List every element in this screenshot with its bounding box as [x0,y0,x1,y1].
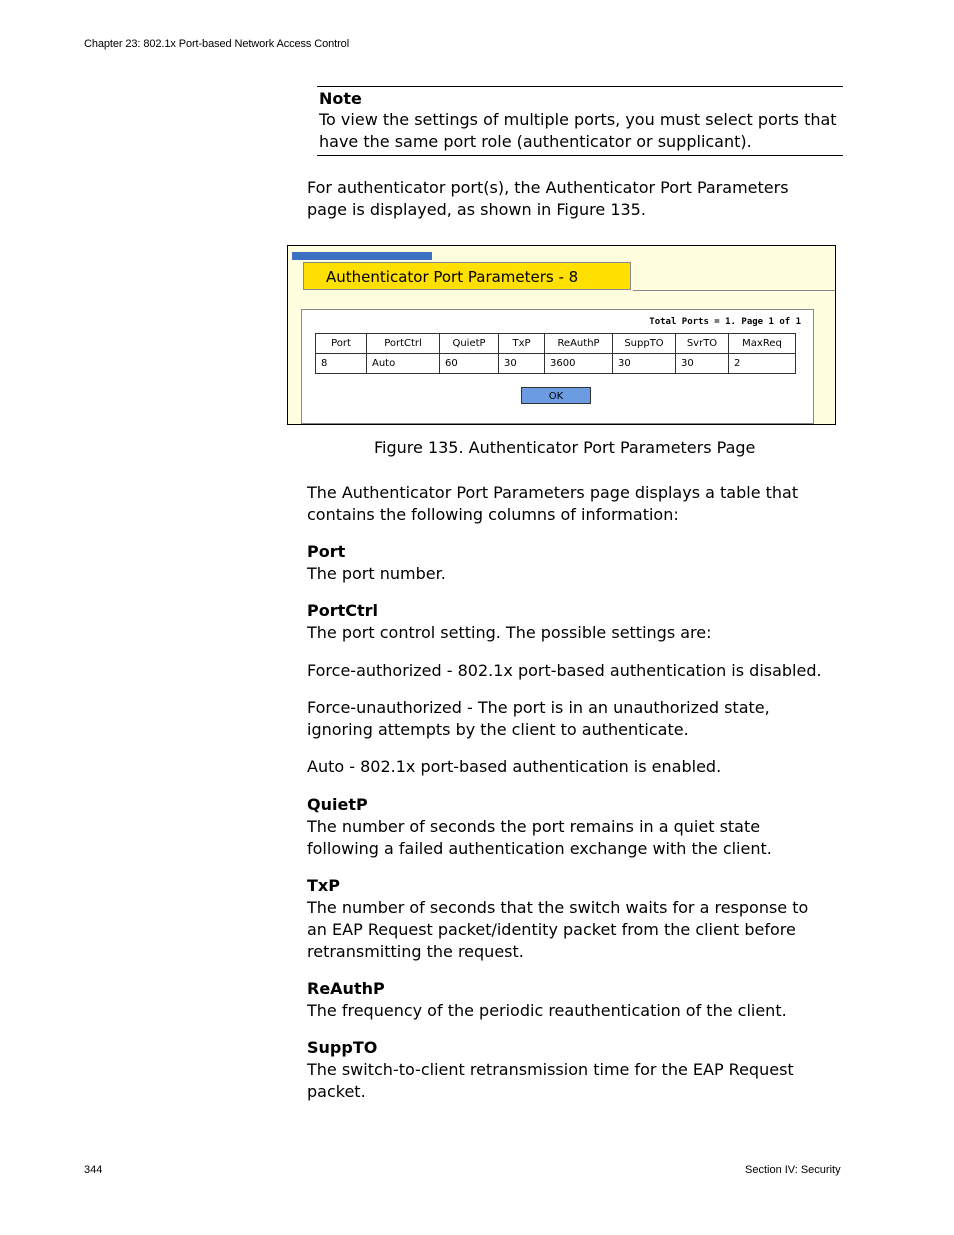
term-suppto: SuppTO [307,1038,378,1057]
cell-portctrl: Auto [367,354,440,374]
figure-total-ports: Total Ports = 1. Page 1 of 1 [649,317,801,327]
table-row [316,354,796,374]
cell-svrto: 30 [676,354,729,374]
figure-tab-bar [292,252,432,260]
cell-port: 8 [316,354,367,374]
desc-force-unauthorized: Force-unauthorized - The port is in an unauthorized state, ignoring attempts by the client to authenticate. [307,698,770,739]
desc-reauthp: The frequency of the periodic reauthentication of the client. [307,1001,787,1020]
cell-maxreq: 2 [729,354,796,374]
term-txp: TxP [307,876,340,895]
section-footer: Section IV: Security [745,1164,841,1176]
note-title: Note [319,89,362,108]
running-header: Chapter 23: 802.1x Port-based Network Access Control [84,38,350,50]
note-box [317,86,843,156]
col-maxreq: MaxReq [729,334,796,354]
desc-force-authorized: Force-authorized - 802.1x port-based authentication is disabled. [307,661,822,680]
figure-divider [633,290,835,291]
desc-port: The port number. [307,564,446,583]
col-port: Port [316,334,367,354]
table-header-row [316,334,796,354]
cell-suppto: 30 [613,354,676,374]
desc-suppto: The switch-to-client retransmission time for the EAP Request packet. [307,1060,794,1101]
col-reauthp: ReAuthP [545,334,613,354]
cell-quietp: 60 [440,354,499,374]
term-portctrl: PortCtrl [307,601,379,620]
intro-paragraph: For authenticator port(s), the Authenticator Port Parameters page is displayed, as shown in Figure 135. [307,178,789,219]
term-port: Port [307,542,346,561]
desc-txp: The number of seconds that the switch waits for a response to an EAP Request packet/identity packet from the client before retransmitting the request. [307,898,809,961]
figure-panel [301,309,814,424]
col-svrto: SvrTO [676,334,729,354]
page-number: 344 [84,1164,103,1176]
desc-auto: Auto - 802.1x port-based authentication is enabled. [307,757,722,776]
col-suppto: SuppTO [613,334,676,354]
desc-quietp: The number of seconds the port remains in a quiet state following a failed authentication exchange with the client. [307,817,772,858]
figure-screenshot [287,245,836,425]
cell-txp: 30 [499,354,545,374]
col-portctrl: PortCtrl [367,334,440,354]
desc-portctrl: The port control setting. The possible settings are: [307,623,712,642]
term-reauthp: ReAuthP [307,979,385,998]
port-parameters-table [315,333,796,374]
cell-reauthp: 3600 [545,354,613,374]
body-paragraph: The Authenticator Port Parameters page displays a table that contains the following columns of information: [307,483,799,524]
figure-caption: Figure 135. Authenticator Port Parameters Page [374,438,756,457]
term-quietp: QuietP [307,795,368,814]
col-txp: TxP [499,334,545,354]
ok-button[interactable]: OK [521,387,591,404]
note-text: To view the settings of multiple ports, you must select ports that have the same port role (authenticator or supplicant). [319,110,837,151]
col-quietp: QuietP [440,334,499,354]
figure-page-title: Authenticator Port Parameters - 8 [303,262,631,290]
